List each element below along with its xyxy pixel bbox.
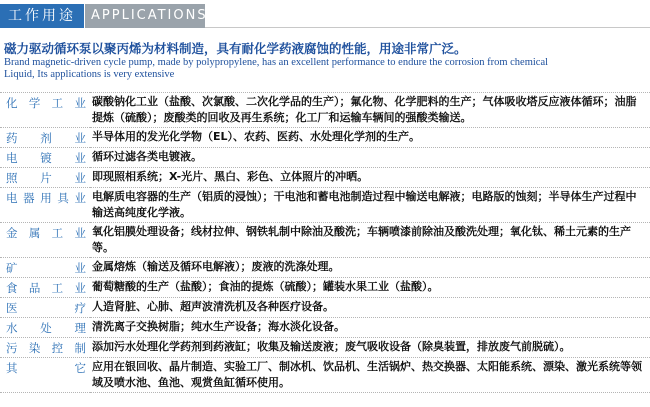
application-category: 照片业 [0, 168, 90, 188]
table-row [0, 298, 650, 318]
application-description: 添加污水处理化学药剂到药液缸；收集及输送废液；废气吸收设备（除臭装置，排放废气前脱硫）。 [90, 338, 650, 358]
table-row [0, 93, 650, 128]
table-row [0, 223, 650, 258]
application-description: 清洗离子交换树脂；纯水生产设备；海水淡化设备。 [90, 318, 650, 338]
table-row [0, 318, 650, 338]
application-description: 人造肾脏、心肺、超声波清洗机及各种医疗设备。 [90, 298, 650, 318]
application-description: 金属熔炼（输送及循环电解液）；废液的洗涤处理。 [90, 258, 650, 278]
application-description: 碳酸钠化工业（盐酸、次氯酸、二次化学品的生产）；氟化物、化学肥料的生产；气体吸收塔反应液体循环；油脂提炼（硫酸）；废酸类的回收及再生系统；化工厂和运输车辆间的强酸类输送。 [90, 93, 650, 128]
application-category: 其它 [0, 358, 90, 393]
section-header [0, 4, 650, 28]
application-description: 应用在银回收、晶片制造、实验工厂、制冰机、饮品机、生活锅炉、热交换器、太阳能系统、漂染、激光系统等领域及喷水池、鱼池、观赏鱼缸循环使用。 [90, 358, 650, 393]
header-title-en: APPLICATIONS [85, 4, 205, 28]
intro-text-cn: 磁力驱动循环泵以聚丙烯为材料制造，具有耐化学药液腐蚀的性能，用途非常广泛。 [4, 41, 467, 56]
application-description: 循环过滤各类电镀液。 [90, 148, 650, 168]
application-description: 即现照相系统；X-光片、黑白、彩色、立体照片的冲晒。 [90, 168, 650, 188]
table-row [0, 358, 650, 393]
application-category: 污染控制 [0, 338, 90, 358]
application-category: 矿业 [0, 258, 90, 278]
table-row [0, 338, 650, 358]
application-description: 电解质电容器的生产（铝质的浸蚀）；干电池和蓄电池制造过程中输送电解液；电路版的蚀刻；半导体生产过程中输送高纯度化学液。 [90, 188, 650, 223]
application-category: 电镀业 [0, 148, 90, 168]
table-row [0, 258, 650, 278]
table-row [0, 278, 650, 298]
application-category: 化学工业 [0, 93, 90, 128]
application-category: 金属工业 [0, 223, 90, 258]
table-row [0, 188, 650, 223]
header-title-cn: 工作用途 [0, 4, 84, 28]
intro-text-en: Brand magnetic-driven cycle pump, made by polypropylene, has an excellent performance to endure the corrosion from chemical Liquid, Its applications is very extensive [4, 57, 549, 80]
header-divider [205, 27, 650, 28]
table-row [0, 128, 650, 148]
application-category: 药剂业 [0, 128, 90, 148]
table-row [0, 168, 650, 188]
table-row [0, 148, 650, 168]
application-category: 水处理 [0, 318, 90, 338]
application-description: 葡萄糖酸的生产（盐酸）；食油的提炼（硫酸）；罐装水果工业（盐酸）。 [90, 278, 650, 298]
application-description: 氧化铝膜处理设备；线材拉伸、钢铁轧制中除油及酸洗；车辆喷漆前除油及酸洗处理；氧化钛、稀土元素的生产等。 [90, 223, 650, 258]
application-description: 半导体用的发光化学物（EL）、农药、医药、水处理化学剂的生产。 [90, 128, 650, 148]
application-category: 医疗 [0, 298, 90, 318]
application-category: 食品工业 [0, 278, 90, 298]
applications-table [0, 92, 650, 393]
application-category: 电器用具业 [0, 188, 90, 223]
